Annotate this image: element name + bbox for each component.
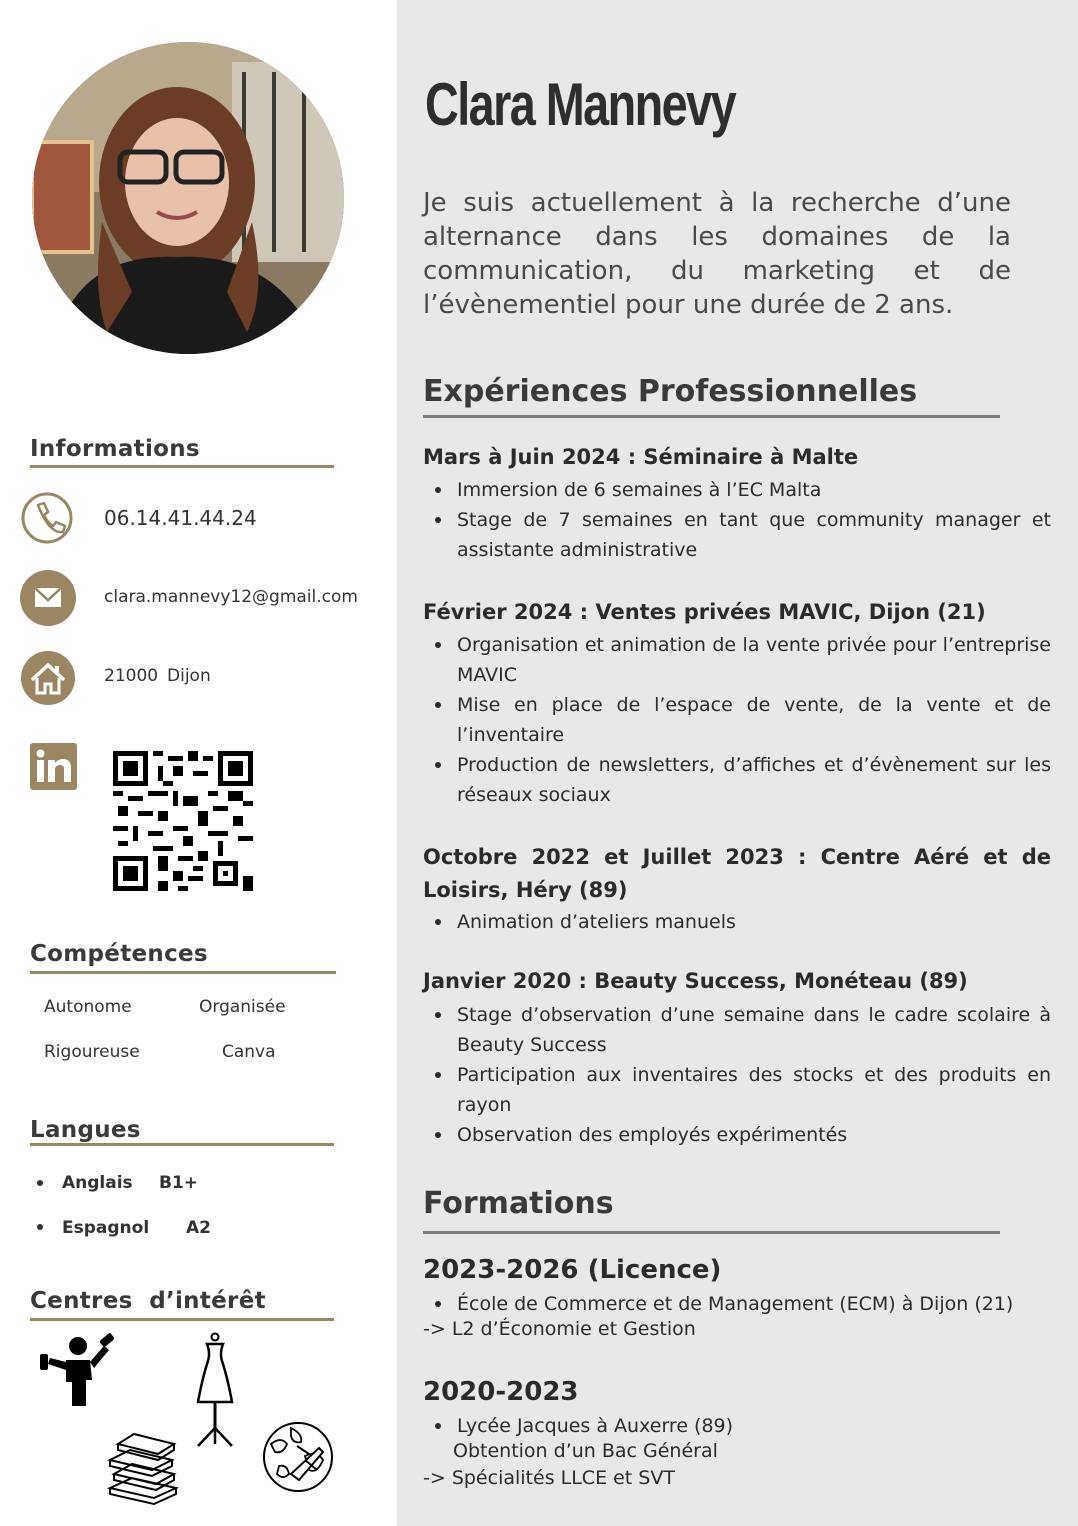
sewing-mannequin-icon (190, 1332, 240, 1448)
informations-divider (30, 465, 334, 468)
formation-detail: -> Spécialités LLCE et SVT (423, 1467, 675, 1489)
job-bullet: Organisation et animation de la vente privée pour l’entreprise MAVIC (433, 630, 1051, 690)
travel-globe-icon (261, 1420, 335, 1494)
experiences-divider (423, 415, 1000, 418)
competences-title: Compétences (30, 941, 208, 967)
linkedin-icon[interactable] (30, 743, 77, 790)
formation-detail: Obtention d’un Bac Général (453, 1440, 718, 1462)
job-bullets (433, 475, 1051, 565)
fitness-icon (36, 1332, 116, 1408)
job-title: Octobre 2022 et Juillet 2023 : Centre Aéré et de Loisirs, Héry (89) (423, 845, 1051, 902)
job-bullets (433, 630, 1051, 810)
skill-item: Rigoureuse (44, 1042, 140, 1062)
formation-detail: -> L2 d’Économie et Gestion (423, 1318, 696, 1340)
phone-icon (20, 490, 76, 546)
job-title: Mars à Juin 2024 : Séminaire à Malte (423, 445, 859, 469)
job-bullet: Stage de 7 semaines en tant que community manager et assistante administrative (433, 505, 1051, 565)
language-level: A2 (186, 1218, 211, 1238)
job-bullet: Mise en place de l’espace de vente, de la vente et de l’inventaire (433, 690, 1051, 750)
job-bullet: Immersion de 6 semaines à l’EC Malta (433, 475, 1051, 505)
language-name: Anglais (62, 1173, 133, 1193)
job-bullet: Participation aux inventaires des stocks et des produits en rayon (433, 1060, 1051, 1120)
langues-title: Langues (30, 1117, 141, 1143)
phone-number[interactable]: 06.14.41.44.24 (104, 506, 257, 530)
job-title: Janvier 2020 : Beauty Success, Monéteau (89) (423, 969, 968, 993)
skill-item: Organisée (199, 997, 286, 1017)
informations-title: Informations (30, 436, 200, 462)
candidate-name: Clara Mannevy (425, 71, 736, 138)
competences-divider (30, 971, 336, 974)
job-bullet: Production de newsletters, d’affiches et d’évènement sur les réseaux sociaux (433, 750, 1051, 810)
formations-divider (423, 1231, 1000, 1234)
formation-bullets (433, 1411, 1051, 1441)
interests-title: Centres d’intérêt (30, 1288, 266, 1314)
email-address[interactable]: clara.mannevy12@gmail.com (104, 587, 358, 607)
linkedin-qr-code[interactable] (113, 751, 253, 891)
language-name: Espagnol (62, 1218, 150, 1238)
profile-photo (32, 42, 344, 354)
skill-item: Autonome (44, 997, 132, 1017)
language-level: B1+ (159, 1173, 199, 1193)
langues-divider (30, 1143, 334, 1146)
experiences-title: Expériences Professionnelles (423, 374, 918, 409)
intro-paragraph: Je suis actuellement à la recherche d’une alternance dans les domaines de la communication, du marketing et de l’évènementiel pour une durée de 2 ans. (423, 188, 1011, 320)
formation-bullets (433, 1289, 1051, 1319)
formation-year: 2020-2023 (423, 1377, 579, 1407)
postal-code: 21000 (104, 666, 159, 686)
home-icon (20, 650, 76, 706)
bullet (37, 1224, 43, 1230)
skill-item: Canva (222, 1042, 276, 1062)
email-icon (20, 570, 76, 626)
books-icon (104, 1430, 180, 1506)
formation-school: Lycée Jacques à Auxerre (89) (433, 1411, 1051, 1441)
job-bullets (433, 907, 1051, 937)
formation-school: École de Commerce et de Management (ECM) à Dijon (21) (433, 1289, 1051, 1319)
city: Dijon (167, 666, 211, 686)
job-title: Février 2024 : Ventes privées MAVIC, Dijon (21) (423, 600, 986, 624)
job-bullets (433, 1000, 1051, 1150)
formation-year: 2023-2026 (Licence) (423, 1255, 722, 1285)
bullet (37, 1180, 43, 1186)
formations-title: Formations (423, 1186, 614, 1221)
job-bullet: Observation des employés expérimentés (433, 1120, 1051, 1150)
job-bullet: Stage d’observation d’une semaine dans le cadre scolaire à Beauty Success (433, 1000, 1051, 1060)
job-bullet: Animation d’ateliers manuels (433, 907, 1051, 937)
interests-divider (30, 1318, 334, 1321)
